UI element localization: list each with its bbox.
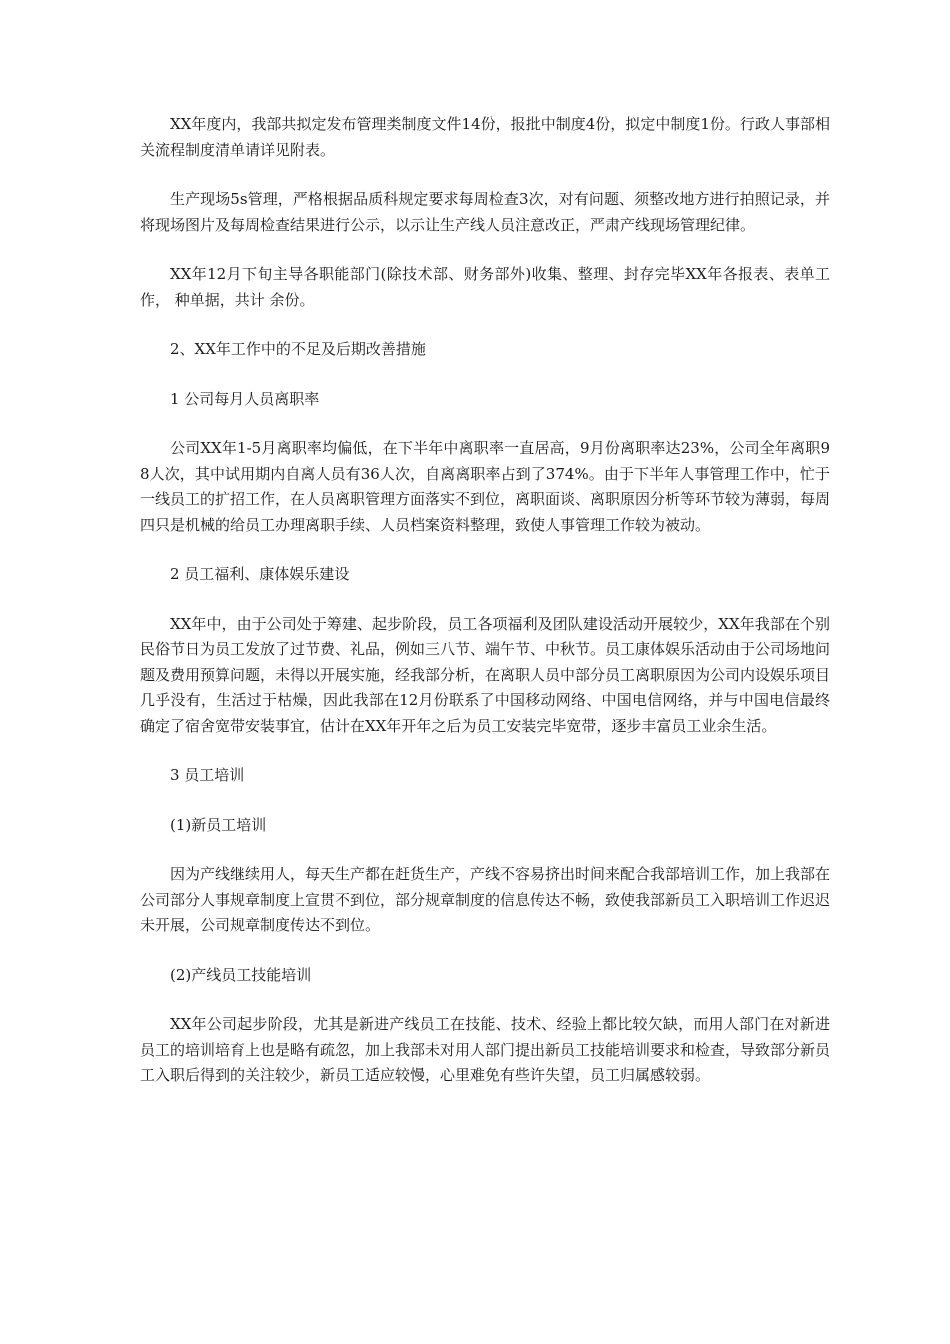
document-page — [140, 112, 830, 1113]
section-heading-shortcomings: 2、XX年工作中的不足及后期改善措施 — [170, 340, 426, 358]
paragraph-policy-documents: XX年度内，我部共拟定发布管理类制度文件14份，报批中制度4份，拟定中制度1份。行政人事部相关流程制度清单请详见附表。 — [140, 115, 830, 159]
subheading-new-employee-training: (1)新员工培训 — [170, 815, 267, 834]
paragraph-5s-management: 生产现场5s管理，严格根据品质科规定要求每周检查3次，对有问题、须整改地方进行拍照记录，并将现场图片及每周检查结果进行公示，以示让生产线人员注意改正，严肃产线现场管理纪律。 — [140, 190, 830, 234]
paragraph-skills-training: XX年公司起步阶段，尤其是新进产线员工在技能、技术、经验上都比较欠缺，而用人部门在对新进员工的培训培育上也是略有疏忽，加上我部未对用人部门提出新员工技能培训要求和检查，导致部分新员工入职后得到的关注较少，新员工适应较慢，心里难免有些许失望，员工归属感较弱。 — [140, 1015, 831, 1084]
paragraph-welfare-details: XX年中，由于公司处于筹建、起步阶段，员工各项福利及团队建设活动开展较少，XX年我部在个别民俗节日为员工发放了过节费、礼品，例如三八节、端午节、中秋节。员工康体娱乐活动由于公司场地问题及费用预算问题，未得以开展实施，经我部分析，在离职人员中部分员工离职原因为公司内设娱乐项目几乎没有，生活过于枯燥，因此我部在12月份联系了中国移动网络、中国电信网络，并与中国电信最终确定了宿舍宽带安装事宜，估计在XX年开年之后为员工安装完毕宽带，逐步丰富员工业余生活。 — [140, 614, 831, 735]
subheading-welfare-recreation: 2 员工福利、康体娱乐建设 — [170, 565, 350, 583]
subheading-training: 3 员工培训 — [170, 766, 245, 784]
subheading-skills-training: (2)产线员工技能培训 — [170, 965, 312, 984]
paragraph-turnover-analysis: 公司XX年1-5月离职率均偏低，在下半年中离职率一直居高，9月份离职率达23%，公司全年离职98人次，其中试用期内自离人员有36人次，自离离职率占到了374%。由于下半年人事管理工作中，忙于一线员工的扩招工作，在人员离职管理方面落实不到位，离职面谈、离职原因分析等环节较为薄弱，每周四只是机械的给员工办理离职手续、人员档案资料整理，致使人事管理工作较为被动。 — [140, 439, 831, 534]
paragraph-new-employee-training: 因为产线继续用人，每天生产都在赶货生产，产线不容易挤出时间来配合我部培训工作，加上我部在公司部分人事规章制度上宣贯不到位，部分规章制度的信息传达不畅，致使我部新员工入职培训工作迟迟未开展，公司规章制度传达不到位。 — [140, 865, 831, 934]
paragraph-report-archiving: XX年12月下旬主导各职能部门(除技术部、财务部外)收集、整理、封存完毕XX年各报表、表单工作， 种单据，共计 余份。 — [140, 265, 830, 309]
subheading-turnover-rate: 1 公司每月人员离职率 — [170, 389, 320, 408]
